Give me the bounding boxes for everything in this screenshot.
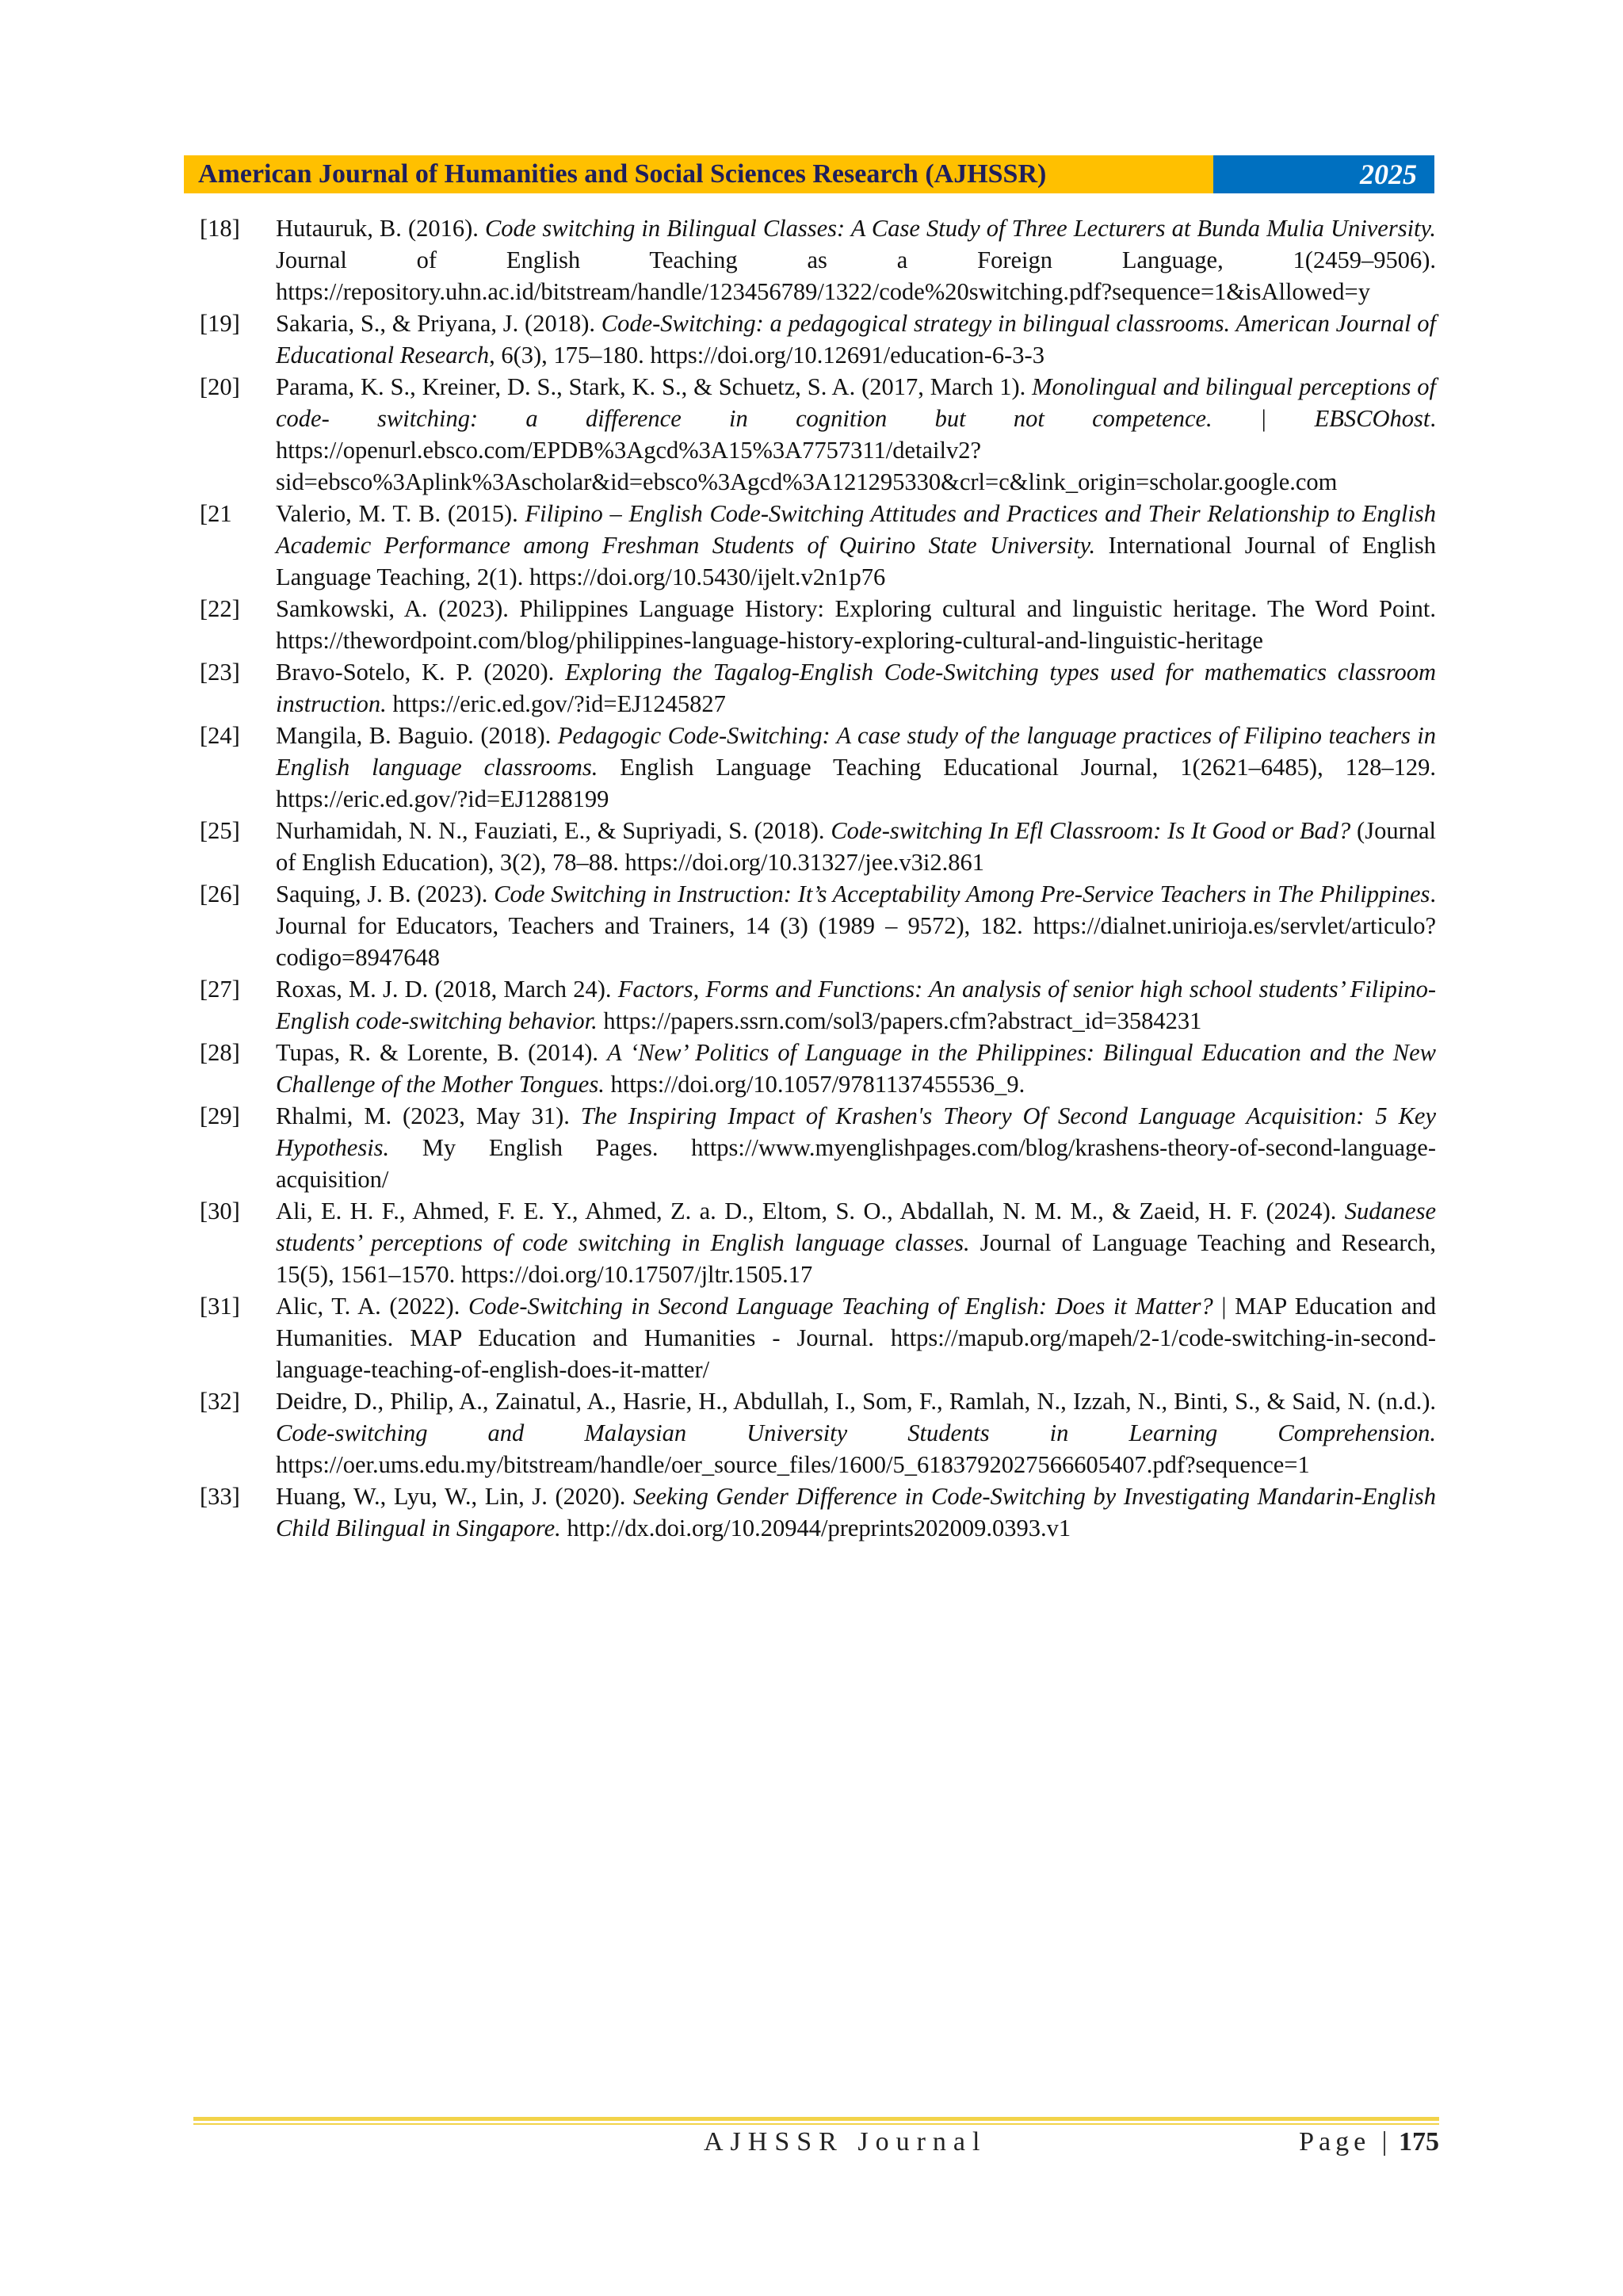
reference-number: [19] <box>200 310 240 337</box>
reference-number: [31] <box>200 1293 240 1320</box>
reference-text <box>276 815 1436 878</box>
footer-page-label: Page | <box>1299 2127 1392 2157</box>
reference-text <box>276 212 1436 308</box>
reference-number: [23] <box>200 659 240 686</box>
reference-text <box>276 656 1436 720</box>
reference-authors: Hutauruk, B. (2016). <box>276 215 485 242</box>
reference-item <box>200 212 1436 308</box>
reference-text <box>276 720 1436 815</box>
reference-text <box>276 498 1436 593</box>
reference-authors: Deidre, D., Philip, A., Zainatul, A., Hasrie, H., Abdullah, I., Som, F., Ramlah, N., Izzah, N., Binti, S., & Said, N. (n.d.). <box>276 1388 1436 1415</box>
reference-item <box>200 1385 1436 1480</box>
reference-authors: Parama, K. S., Kreiner, D. S., Stark, K. S., & Schuetz, S. A. (2017, March 1). <box>276 373 1033 400</box>
journal-year: 2025 <box>1213 155 1434 193</box>
reference-title: Monolingual and bilingual perceptions of code- switching: a difference in cognition but not competence. | EBSCOhost <box>276 373 1436 432</box>
reference-authors: Ali, E. H. F., Ahmed, F. E. Y., Ahmed, Z. a. D., Eltom, S. O., Abdallah, N. M. M., & Zaeid, H. F. (2024). <box>276 1198 1345 1224</box>
reference-authors: Samkowski, A. (2023). Philippines Language History: Exploring cultural and linguistic heritage. The Word Point. https://thewordpoint.com/blog/philippines-language-history-exploring-cultural-and-linguistic-heritage <box>276 595 1436 654</box>
reference-item <box>200 815 1436 878</box>
reference-item <box>200 1195 1436 1290</box>
reference-title: A ‘New’ Politics of Language in the Philippines: Bilingual Education and the New Challenge of the Mother Tongues. <box>276 1039 1436 1098</box>
reference-source: https://doi.org/10.1057/9781137455536_9. <box>604 1071 1025 1098</box>
reference-title: Code Switching in Instruction: It’s Acceptability Among Pre-Service Teachers in The Philippines <box>494 881 1430 907</box>
reference-source: (Journal of English Education), 3(2), 78–88. https://doi.org/10.31327/jee.v3i2.861 <box>276 817 1436 876</box>
reference-title: Code-Switching in Second Language Teaching of English: Does it Matter? <box>468 1293 1213 1320</box>
reference-number: [30] <box>200 1198 240 1224</box>
reference-source: , 6(3), 175–180. https://doi.org/10.12691/education-6-3-3 <box>489 342 1044 369</box>
footer-page <box>1299 2127 1439 2157</box>
reference-item <box>200 720 1436 815</box>
reference-number: [18] <box>200 215 240 242</box>
reference-text <box>276 1480 1436 1544</box>
reference-item <box>200 593 1436 656</box>
reference-source: Journal of Language Teaching and Research, 15(5), 1561–1570. https://doi.org/10.17507/jltr.1505.17 <box>276 1229 1436 1288</box>
reference-title: Code-switching and Malaysian University Students in Learning Comprehension. <box>276 1419 1436 1446</box>
reference-title: Factors, Forms and Functions: An analysis of senior high school students’ Filipino-English code-switching behavior. <box>276 976 1437 1034</box>
journal-title: American Journal of Humanities and Social Sciences Research (AJHSSR) <box>184 155 1213 193</box>
reference-number: [27] <box>200 976 240 1003</box>
reference-authors: Rhalmi, M. (2023, May 31). <box>276 1102 581 1129</box>
reference-source: International Journal of English Language Teaching, 2(1). https://doi.org/10.5430/ijelt.v2n1p76 <box>276 532 1436 590</box>
reference-authors: Mangila, B. Baguio. (2018). <box>276 722 558 749</box>
reference-item <box>200 371 1436 498</box>
reference-item <box>200 498 1436 593</box>
reference-number: [20] <box>200 373 240 400</box>
reference-title: Exploring the Tagalog-English Code-Switching types used for mathematics classroom instruction. <box>276 659 1436 717</box>
reference-text <box>276 878 1436 973</box>
reference-authors: Bravo-Sotelo, K. P. (2020). <box>276 659 566 686</box>
reference-source: | MAP Education and Humanities. MAP Education and Humanities - Journal. https://mapub.org/mapeh/2-1/code-switching-in-second-language-teaching-of-english-does-it-matter/ <box>276 1293 1437 1383</box>
reference-authors: Nurhamidah, N. N., Fauziati, E., & Supriyadi, S. (2018). <box>276 817 831 844</box>
reference-title: Code switching in Bilingual Classes: A Case Study of Three Lecturers at Bunda Mulia University. <box>484 215 1436 242</box>
reference-title: Code-Switching: a pedagogical strategy in bilingual classrooms. American Journal of Educational Research <box>276 310 1436 369</box>
reference-text <box>276 593 1436 656</box>
reference-authors: Saquing, J. B. (2023). <box>276 881 495 907</box>
reference-item <box>200 1037 1436 1100</box>
reference-title: Sudanese students’ perceptions of code switching in English language classes. <box>276 1198 1436 1256</box>
reference-text <box>276 973 1436 1037</box>
reference-authors: Tupas, R. & Lorente, B. (2014). <box>276 1039 607 1066</box>
reference-text <box>276 1100 1436 1195</box>
reference-number: [22] <box>200 595 240 622</box>
reference-text <box>276 1037 1436 1100</box>
reference-source: . https://openurl.ebsco.com/EPDB%3Agcd%3A15%3A7757311/detailv2?sid=ebsco%3Aplink%3Ascholar&id=ebsco%3Agcd%3A121295330&crl=c&link_origin=scholar.google.com <box>276 405 1436 495</box>
reference-text <box>276 1290 1436 1385</box>
footer-page-number: 175 <box>1399 2127 1439 2157</box>
reference-title: The Inspiring Impact of Krashen's Theory Of Second Language Acquisition: 5 Key Hypothesis. <box>276 1102 1436 1161</box>
reference-source: Journal of English Teaching as a Foreign Language, 1(2459–9506). https://repository.uhn.ac.id/bitstream/handle/123456789/1322/code%20switching.pdf?sequence=1&isAllowed=y <box>276 246 1436 305</box>
reference-text <box>276 1385 1436 1480</box>
reference-source: English Language Teaching Educational Journal, 1(2621–6485), 128–129. https://eric.ed.gov/?id=EJ1288199 <box>276 754 1436 812</box>
reference-text <box>276 1195 1436 1290</box>
reference-title: Pedagogic Code-Switching: A case study of the language practices of Filipino teachers in English language classrooms. <box>276 722 1437 781</box>
reference-source: https://papers.ssrn.com/sol3/papers.cfm?abstract_id=3584231 <box>597 1007 1202 1034</box>
reference-number: [33] <box>200 1483 240 1510</box>
reference-number: [32] <box>200 1388 240 1415</box>
reference-source: My English Pages. https://www.myenglishpages.com/blog/krashens-theory-of-second-language-acquisition/ <box>276 1134 1436 1193</box>
reference-authors: Valerio, M. T. B. (2015). <box>276 500 525 527</box>
reference-title: Code-switching In Efl Classroom: Is It Good or Bad? <box>831 817 1351 844</box>
reference-text <box>276 371 1436 498</box>
reference-number: [24] <box>200 722 240 749</box>
reference-item <box>200 973 1436 1037</box>
reference-title: Seeking Gender Difference in Code-Switching by Investigating Mandarin-English Child Bilingual in Singapore. <box>276 1483 1437 1541</box>
footer-rule <box>193 2117 1439 2121</box>
reference-item <box>200 656 1436 720</box>
reference-list <box>200 212 1436 1544</box>
reference-authors: Sakaria, S., & Priyana, J. (2018). <box>276 310 601 337</box>
page-header <box>184 155 1434 193</box>
reference-authors: Roxas, M. J. D. (2018, March 24). <box>276 976 618 1003</box>
reference-number: [28] <box>200 1039 240 1066</box>
reference-number: [25] <box>200 817 240 844</box>
reference-text <box>276 308 1436 371</box>
reference-source: https://eric.ed.gov/?id=EJ1245827 <box>386 690 726 717</box>
footer-rule-thin <box>193 2123 1439 2125</box>
reference-item <box>200 1290 1436 1385</box>
footer-journal-name: AJHSSR Journal <box>704 2127 987 2157</box>
reference-item <box>200 878 1436 973</box>
reference-authors: Alic, T. A. (2022). <box>276 1293 468 1320</box>
reference-source: . Journal for Educators, Teachers and Trainers, 14 (3) (1989 – 9572), 182. https://dialnet.unirioja.es/servlet/articulo?codigo=8947648 <box>276 881 1437 971</box>
reference-item <box>200 1480 1436 1544</box>
reference-item <box>200 1100 1436 1195</box>
reference-authors: Huang, W., Lyu, W., Lin, J. (2020). <box>276 1483 633 1510</box>
reference-item <box>200 308 1436 371</box>
reference-title: Filipino – English Code-Switching Attitudes and Practices and Their Relationship to English Academic Performance among Freshman Students of Quirino State University. <box>276 500 1437 559</box>
reference-number: [26] <box>200 881 240 907</box>
reference-number: [29] <box>200 1102 240 1129</box>
reference-source: https://oer.ums.edu.my/bitstream/handle/oer_source_files/1600/5_6183792027566605407.pdf?sequence=1 <box>276 1451 1310 1478</box>
reference-number: [21 <box>200 500 232 527</box>
reference-source: http://dx.doi.org/10.20944/preprints202009.0393.v1 <box>560 1515 1071 1541</box>
